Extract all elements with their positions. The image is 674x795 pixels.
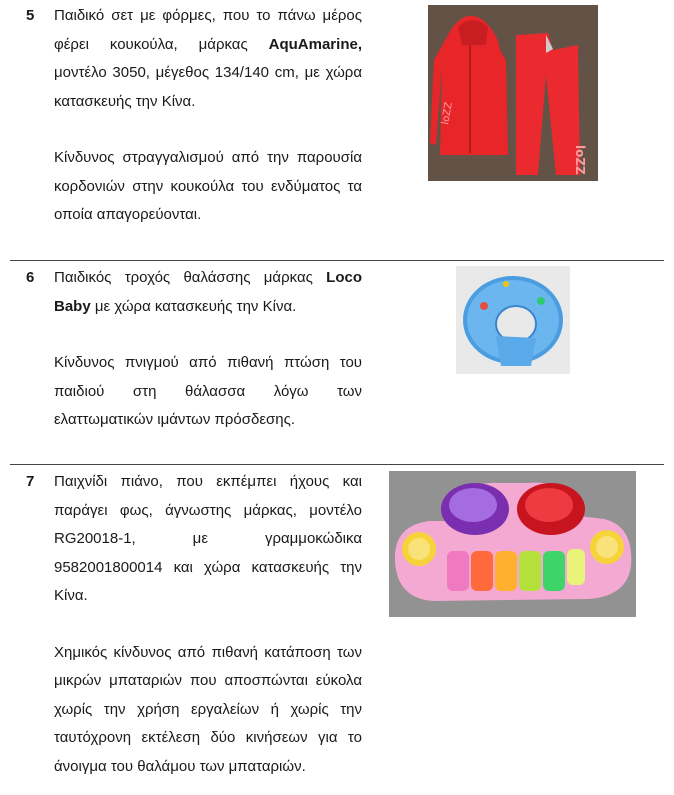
brand-name: Loco Baby: [54, 269, 362, 315]
description-text: Παιδικός τροχός θαλάσσης μάρκας: [54, 269, 327, 286]
description-text: Παιδικό σετ με φόρμες, που το πάνω μέρος φέρει κουκούλα, μάρκας: [54, 7, 362, 53]
item-number: 5: [26, 7, 35, 24]
item-text: [54, 468, 362, 781]
description-text: μοντέλο 3050, μέγεθος 134/140 cm, με χώρα κατασκευής την Κίνα.: [54, 64, 362, 110]
item-text: [54, 2, 362, 230]
description-text: Παιχνίδι πιάνο, που εκπέμπει ήχους και παράγει φως, άγνωστης μάρκας, μοντέλο RG20018-1, με γραμμοκώδικα 9582001800014 και χώρα κατασκευής την Κίνα.: [54, 473, 362, 604]
item-risk: Κίνδυνος πνιγμού από πιθανή πτώση του παιδιού στη θάλασσα λόγω των ελαττωματικών ιμάντων πρόσδεσης.: [54, 354, 362, 428]
description-text: με χώρα κατασκευής την Κίνα.: [90, 297, 297, 315]
row-divider: [10, 464, 664, 465]
red-tracksuit-photo: [428, 5, 598, 181]
item-risk: Κίνδυνος στραγγαλισμού από την παρουσία κορδονιών στην κουκούλα του ενδύματος τα οποία απαγορεύονται.: [54, 149, 362, 223]
row-divider: [10, 260, 664, 261]
svg-text:loZZ: loZZ: [573, 145, 587, 175]
toy-piano-photo: [389, 471, 636, 617]
blue-swim-ring-photo: [456, 266, 570, 374]
item-risk: Χημικός κίνδυνος από πιθανή κατάποση των μικρών μπαταριών που αποσπώνται εύκολα χωρίς την χρήση εργαλείων ή χωρίς την ταυτόχρονη εκτέλεση δύο κινήσεων για το άνοιγμα του θαλάμου των μπαταριών.: [54, 643, 362, 775]
item-description: [54, 468, 362, 611]
item-description: [54, 264, 362, 321]
svg-text:loZZ: loZZ: [440, 101, 455, 126]
item-number: 7: [26, 473, 35, 490]
item-text: [54, 264, 362, 435]
item-description: [54, 2, 362, 116]
item-number: 6: [26, 269, 35, 286]
brand-name: AquAmarine,: [268, 35, 362, 53]
